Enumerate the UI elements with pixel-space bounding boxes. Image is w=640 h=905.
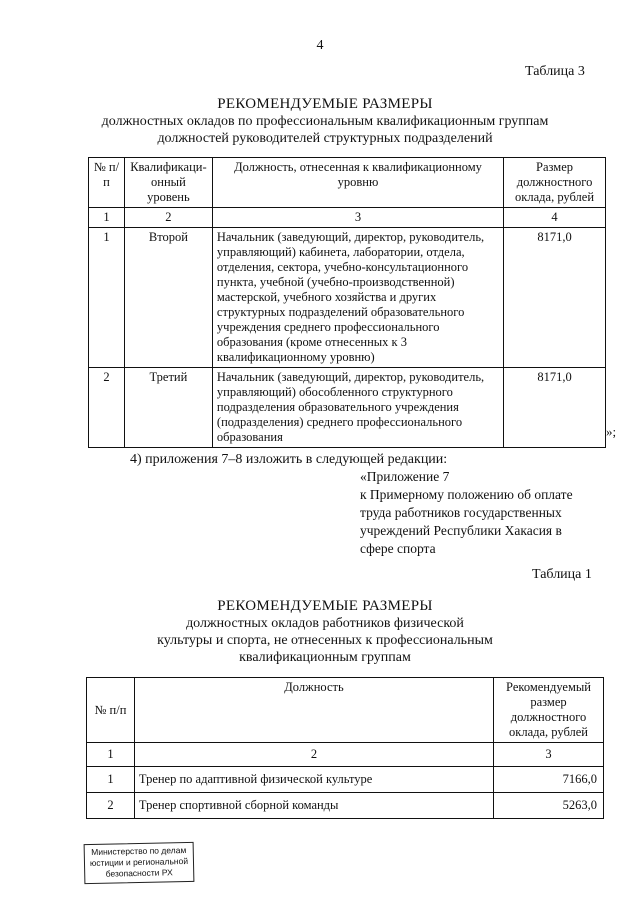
table-1-label: Таблица 1 bbox=[532, 567, 592, 582]
header-cell-number: № п/п bbox=[89, 158, 125, 208]
column-number: 1 bbox=[89, 208, 125, 228]
column-number: 2 bbox=[124, 208, 212, 228]
closing-quote: »; bbox=[606, 424, 617, 439]
table-3-label: Таблица 3 bbox=[525, 64, 585, 79]
column-number: 3 bbox=[494, 743, 604, 767]
stamp-line: юстиции и региональной bbox=[89, 855, 189, 869]
column-number: 2 bbox=[134, 743, 493, 767]
row-salary: 8171,0 bbox=[504, 368, 606, 448]
row-number: 2 bbox=[89, 368, 125, 448]
row-level: Третий bbox=[124, 368, 212, 448]
row-number: 1 bbox=[87, 767, 135, 793]
appendix-line: «Приложение 7 bbox=[360, 469, 450, 484]
stamp-line: безопасности РХ bbox=[105, 867, 173, 879]
row-position: Тренер спортивной сборной команды bbox=[134, 793, 493, 819]
row-level: Второй bbox=[124, 228, 212, 368]
table-header-row bbox=[89, 158, 606, 208]
table-row bbox=[87, 767, 604, 793]
row-number: 2 bbox=[87, 793, 135, 819]
table-1-subtitle-line: квалификационным группам bbox=[239, 650, 411, 665]
header-cell-position: Должность bbox=[134, 678, 493, 743]
header-cell-salary: Рекомендуемый размер должностного оклада, рублей bbox=[494, 678, 604, 743]
table-1-subtitle-line: должностных окладов работников физической bbox=[186, 616, 464, 631]
table-1 bbox=[86, 677, 604, 819]
column-number: 1 bbox=[87, 743, 135, 767]
table-header-row bbox=[87, 678, 604, 743]
appendix-line: сфере спорта bbox=[360, 541, 436, 556]
appendix-line: труда работников государственных bbox=[360, 505, 562, 520]
row-position: Тренер по адаптивной физической культуре bbox=[134, 767, 493, 793]
appendix-line: учреждений Республики Хакасия в bbox=[360, 523, 562, 538]
column-number: 3 bbox=[212, 208, 503, 228]
table-row bbox=[89, 368, 606, 448]
table-1-title-block bbox=[60, 598, 590, 666]
table-row bbox=[87, 793, 604, 819]
table-1-subtitle-line: культуры и спорта, не отнесенных к профессиональным bbox=[157, 633, 493, 648]
header-cell-number: № п/п bbox=[87, 678, 135, 743]
column-number-row bbox=[89, 208, 606, 228]
row-salary: 7166,0 bbox=[494, 767, 604, 793]
appendix-header bbox=[360, 468, 573, 558]
ministry-stamp bbox=[84, 842, 195, 884]
row-position: Начальник (заведующий, директор, руководитель, управляющий) обособленного структурного подразделения образовательного учреждения (подразделения) среднего профессионального образования bbox=[212, 368, 503, 448]
table-3-title: РЕКОМЕНДУЕМЫЕ РАЗМЕРЫ bbox=[217, 96, 433, 112]
table-row bbox=[89, 228, 606, 368]
table-3-subtitle-line: должностей руководителей структурных подразделений bbox=[157, 131, 493, 146]
page-number: 4 bbox=[316, 38, 324, 53]
header-cell-level: Квалификаци-онный уровень bbox=[124, 158, 212, 208]
row-salary: 8171,0 bbox=[504, 228, 606, 368]
amendment-paragraph: 4) приложения 7–8 изложить в следующей редакции: bbox=[130, 452, 448, 467]
header-cell-position: Должность, отнесенная к квалификационному уровню bbox=[212, 158, 503, 208]
column-number-row bbox=[87, 743, 604, 767]
table-3-subtitle-line: должностных окладов по профессиональным квалификационным группам bbox=[101, 114, 549, 129]
row-position: Начальник (заведующий, директор, руководитель, управляющий) кабинета, лаборатории, отдела, отделения, сектора, учебно-консультационного пункта, учебной (учебно-производственной) мастерской, учебного хозяйства и других структурных подразделений образовательного учреждения среднего профессионального образования (кроме отнесенных к 3 квалификационному уровню) bbox=[212, 228, 503, 368]
column-number: 4 bbox=[504, 208, 606, 228]
row-number: 1 bbox=[89, 228, 125, 368]
table-3-title-block bbox=[60, 96, 590, 147]
appendix-line: к Примерному положению об оплате bbox=[360, 487, 573, 502]
table-1-title: РЕКОМЕНДУЕМЫЕ РАЗМЕРЫ bbox=[217, 598, 433, 614]
row-salary: 5263,0 bbox=[494, 793, 604, 819]
table-3 bbox=[88, 157, 606, 448]
stamp-line: Министерство по делам bbox=[91, 845, 187, 857]
header-cell-salary: Размер должностного оклада, рублей bbox=[504, 158, 606, 208]
